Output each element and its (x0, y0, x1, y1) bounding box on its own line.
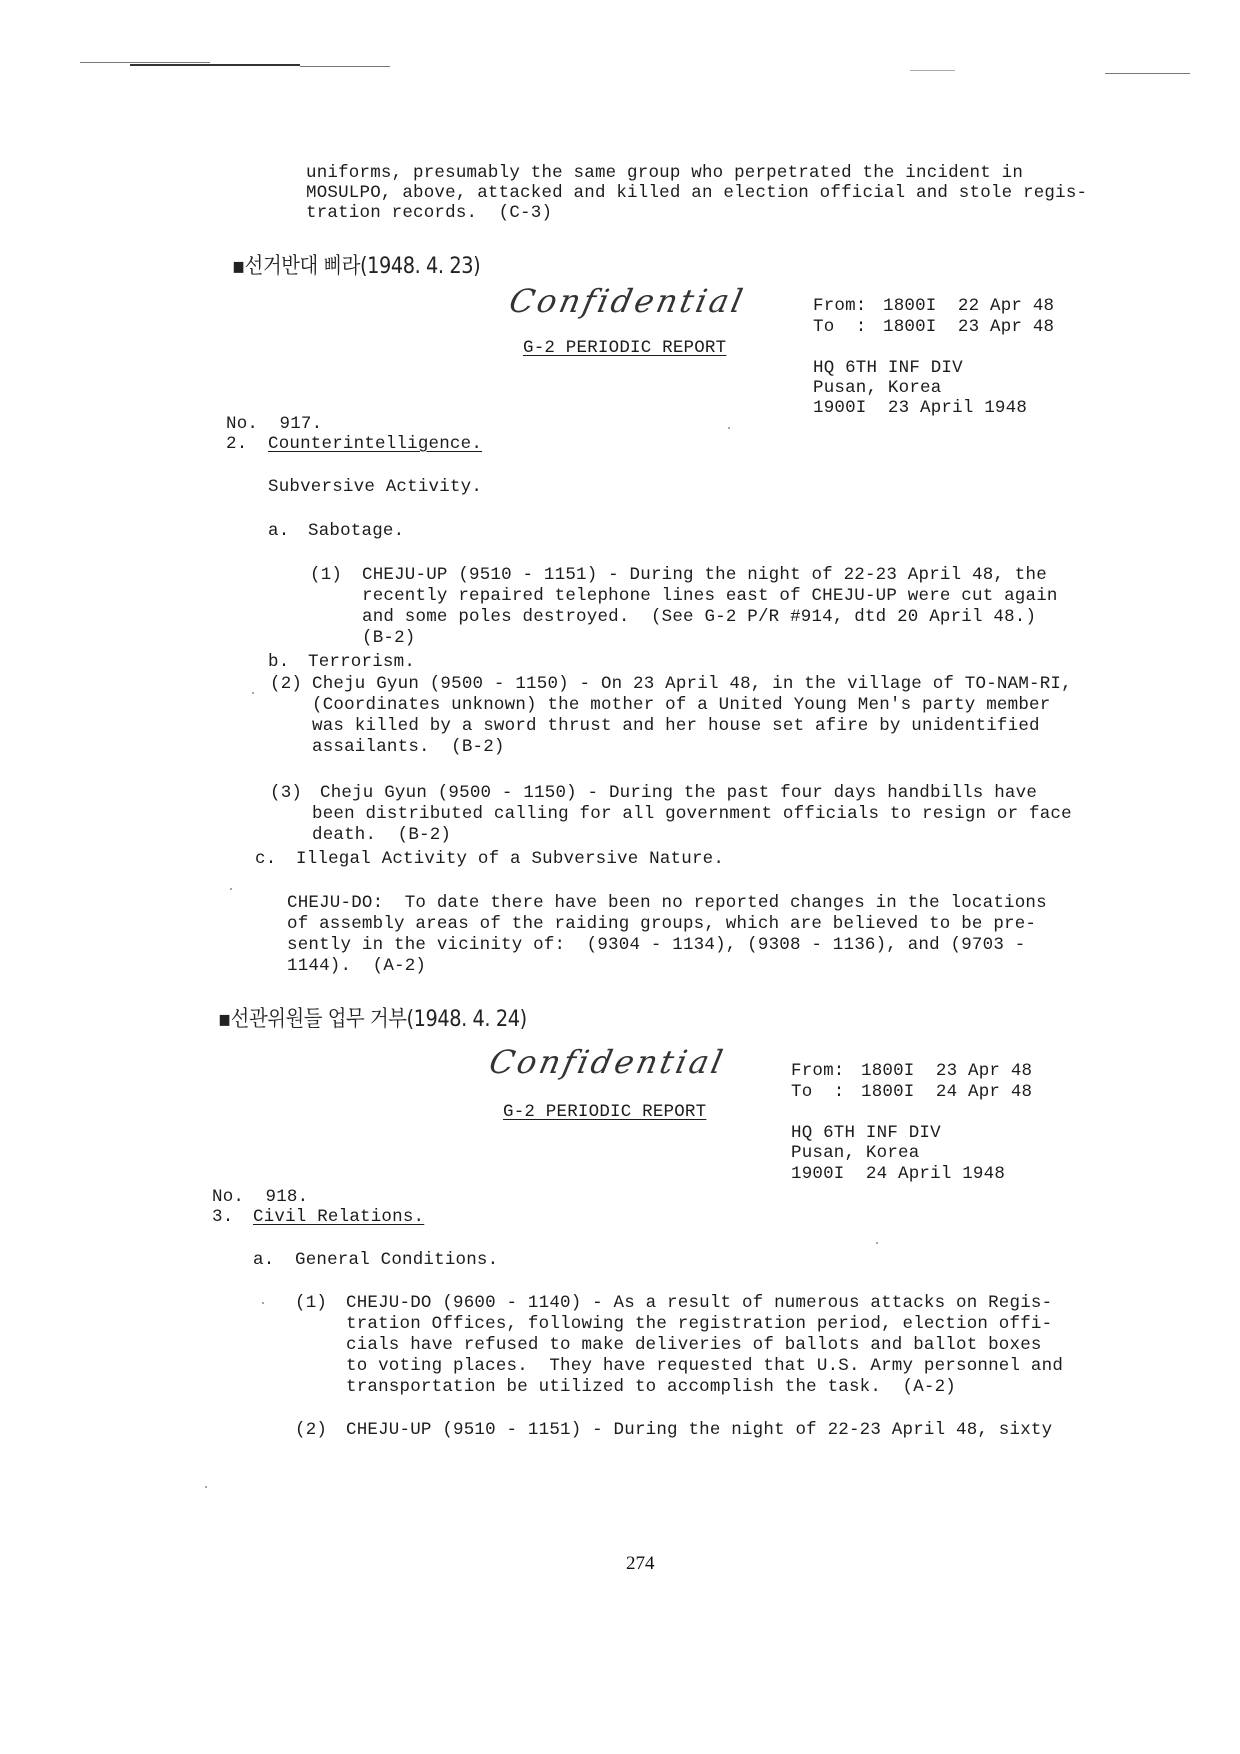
report-number-1: No. 917. (226, 414, 323, 434)
item-a1-line-1-2: CHEJU-DO (9600 - 1140) - As a result of numerous attacks on Regis- (346, 1293, 1053, 1313)
scan-speck (205, 1486, 207, 1488)
hq-2: HQ 6TH INF DIV (791, 1123, 941, 1143)
report-number-2: No. 918. (212, 1187, 309, 1207)
item-c-line-1: CHEJU-DO: To date there have been no reported changes in the locations (287, 893, 1047, 913)
item-a-title-2: General Conditions. (295, 1250, 499, 1270)
section-title-1: Counterintelligence. (268, 434, 483, 454)
top-fragment-line-2: MOSULPO, above, attacked and killed an election official and stole regis- (306, 183, 1088, 203)
period-to-label-1: To : (813, 317, 867, 337)
period-from-label-1: From: (813, 296, 867, 316)
scan-speck (230, 888, 232, 890)
top-fragment-line-1: uniforms, presumably the same group who perpetrated the incident in (306, 163, 1024, 183)
period-from-label-2: From: (791, 1061, 845, 1081)
period-from-value-1: 1800I 22 Apr 48 (883, 296, 1055, 316)
item-a1-line-4-2: to voting places. They have requested that U.S. Army personnel and (346, 1356, 1064, 1376)
period-to-label-2: To : (791, 1082, 845, 1102)
korean-heading-1: ▪선거반대 삐라(1948. 4. 23) (232, 254, 481, 279)
header-rule-left-tail (300, 66, 390, 67)
item-b3-line-1: Cheju Gyun (9500 - 1150) - During the past four days handbills have (320, 783, 1038, 803)
item-a1-line-2: recently repaired telephone lines east of CHEJU-UP were cut again (362, 586, 1058, 606)
item-a2-num-2: (2) (295, 1420, 328, 1440)
item-a-title-1: Sabotage. (308, 521, 405, 541)
subheading-1: Subversive Activity. (268, 477, 483, 497)
item-a1-line-3: and some poles destroyed. (See G-2 P/R #914, dtd 20 April 48.) (362, 607, 1037, 627)
item-a1-num-1: (1) (310, 565, 343, 585)
period-to-value-2: 1800I 24 Apr 48 (861, 1082, 1033, 1102)
item-a1-line-4: (B-2) (362, 628, 416, 648)
scan-speck (728, 427, 730, 429)
item-b3-num-1: (3) (270, 783, 303, 803)
period-from-value-2: 1800I 23 Apr 48 (861, 1061, 1033, 1081)
item-b2-line-2: (Coordinates unknown) the mother of a United Young Men's party member (312, 695, 1051, 715)
section-title-2: Civil Relations. (253, 1207, 425, 1227)
period-to-value-1: 1800I 23 Apr 48 (883, 317, 1055, 337)
item-a2-line-1-2: CHEJU-UP (9510 - 1151) - During the night of 22-23 April 48, sixty (346, 1420, 1053, 1440)
item-b2-line-3: was killed by a sword thrust and her house set afire by unidentified (312, 716, 1040, 736)
issued-date-1: 1900I 23 April 1948 (813, 398, 1028, 418)
item-a1-num-2: (1) (295, 1293, 328, 1313)
item-a1-line-2-2: tration Offices, following the registration period, election offi- (346, 1314, 1053, 1334)
scan-speck (252, 692, 254, 694)
item-b-title-1: Terrorism. (308, 652, 416, 672)
location-2: Pusan, Korea (791, 1143, 920, 1163)
item-a1-line-5-2: transportation be utilized to accomplish the task. (A-2) (346, 1377, 956, 1397)
item-c-line-3: sently in the vicinity of: (9304 - 1134), (9308 - 1136), and (9703 - (287, 935, 1026, 955)
scan-speck (876, 1242, 878, 1244)
hq-1: HQ 6TH INF DIV (813, 358, 963, 378)
location-1: Pusan, Korea (813, 378, 942, 398)
item-b3-line-3: death. (B-2) (312, 825, 452, 845)
item-c-label-1: c. (255, 849, 277, 869)
section-num-1: 2. (226, 434, 248, 454)
report-title-1: G-2 PERIODIC REPORT (523, 338, 727, 358)
report-title-2: G-2 PERIODIC REPORT (503, 1102, 707, 1122)
item-c-line-4: 1144). (A-2) (287, 956, 427, 976)
header-rule-right (1105, 73, 1190, 74)
korean-heading-2: ▪선관위원들 업무 거부(1948. 4. 24) (218, 1007, 527, 1032)
item-a1-line-3-2: cials have refused to make deliveries of ballots and ballot boxes (346, 1335, 1042, 1355)
confidential-stamp-1: Confidential (505, 282, 749, 320)
header-rule-right-mid (910, 70, 955, 71)
item-b2-num-1: (2) (270, 674, 303, 694)
item-c-line-2: of assembly areas of the raiding groups, which are believed to be pre- (287, 914, 1037, 934)
item-b2-line-4: assailants. (B-2) (312, 737, 505, 757)
item-b2-line-1: Cheju Gyun (9500 - 1150) - On 23 April 48, in the village of TO-NAM-RI, (312, 674, 1072, 694)
page-number: 274 (626, 1553, 655, 1574)
item-a1-line-1: CHEJU-UP (9510 - 1151) - During the night of 22-23 April 48, the (362, 565, 1047, 585)
header-rule-left-thick (130, 64, 300, 66)
item-b-label-1: b. (268, 652, 290, 672)
issued-date-2: 1900I 24 April 1948 (791, 1164, 1006, 1184)
scan-speck (262, 1302, 264, 1304)
confidential-stamp-2: Confidential (485, 1043, 729, 1081)
item-b3-line-2: been distributed calling for all government officials to resign or face (312, 804, 1072, 824)
section-num-2: 3. (212, 1207, 234, 1227)
header-rule-left (80, 62, 210, 63)
top-fragment-line-3: tration records. (C-3) (306, 203, 553, 223)
item-a-label-2: a. (253, 1250, 275, 1270)
item-c-title-1: Illegal Activity of a Subversive Nature. (296, 849, 725, 869)
item-a-label-1: a. (268, 521, 290, 541)
